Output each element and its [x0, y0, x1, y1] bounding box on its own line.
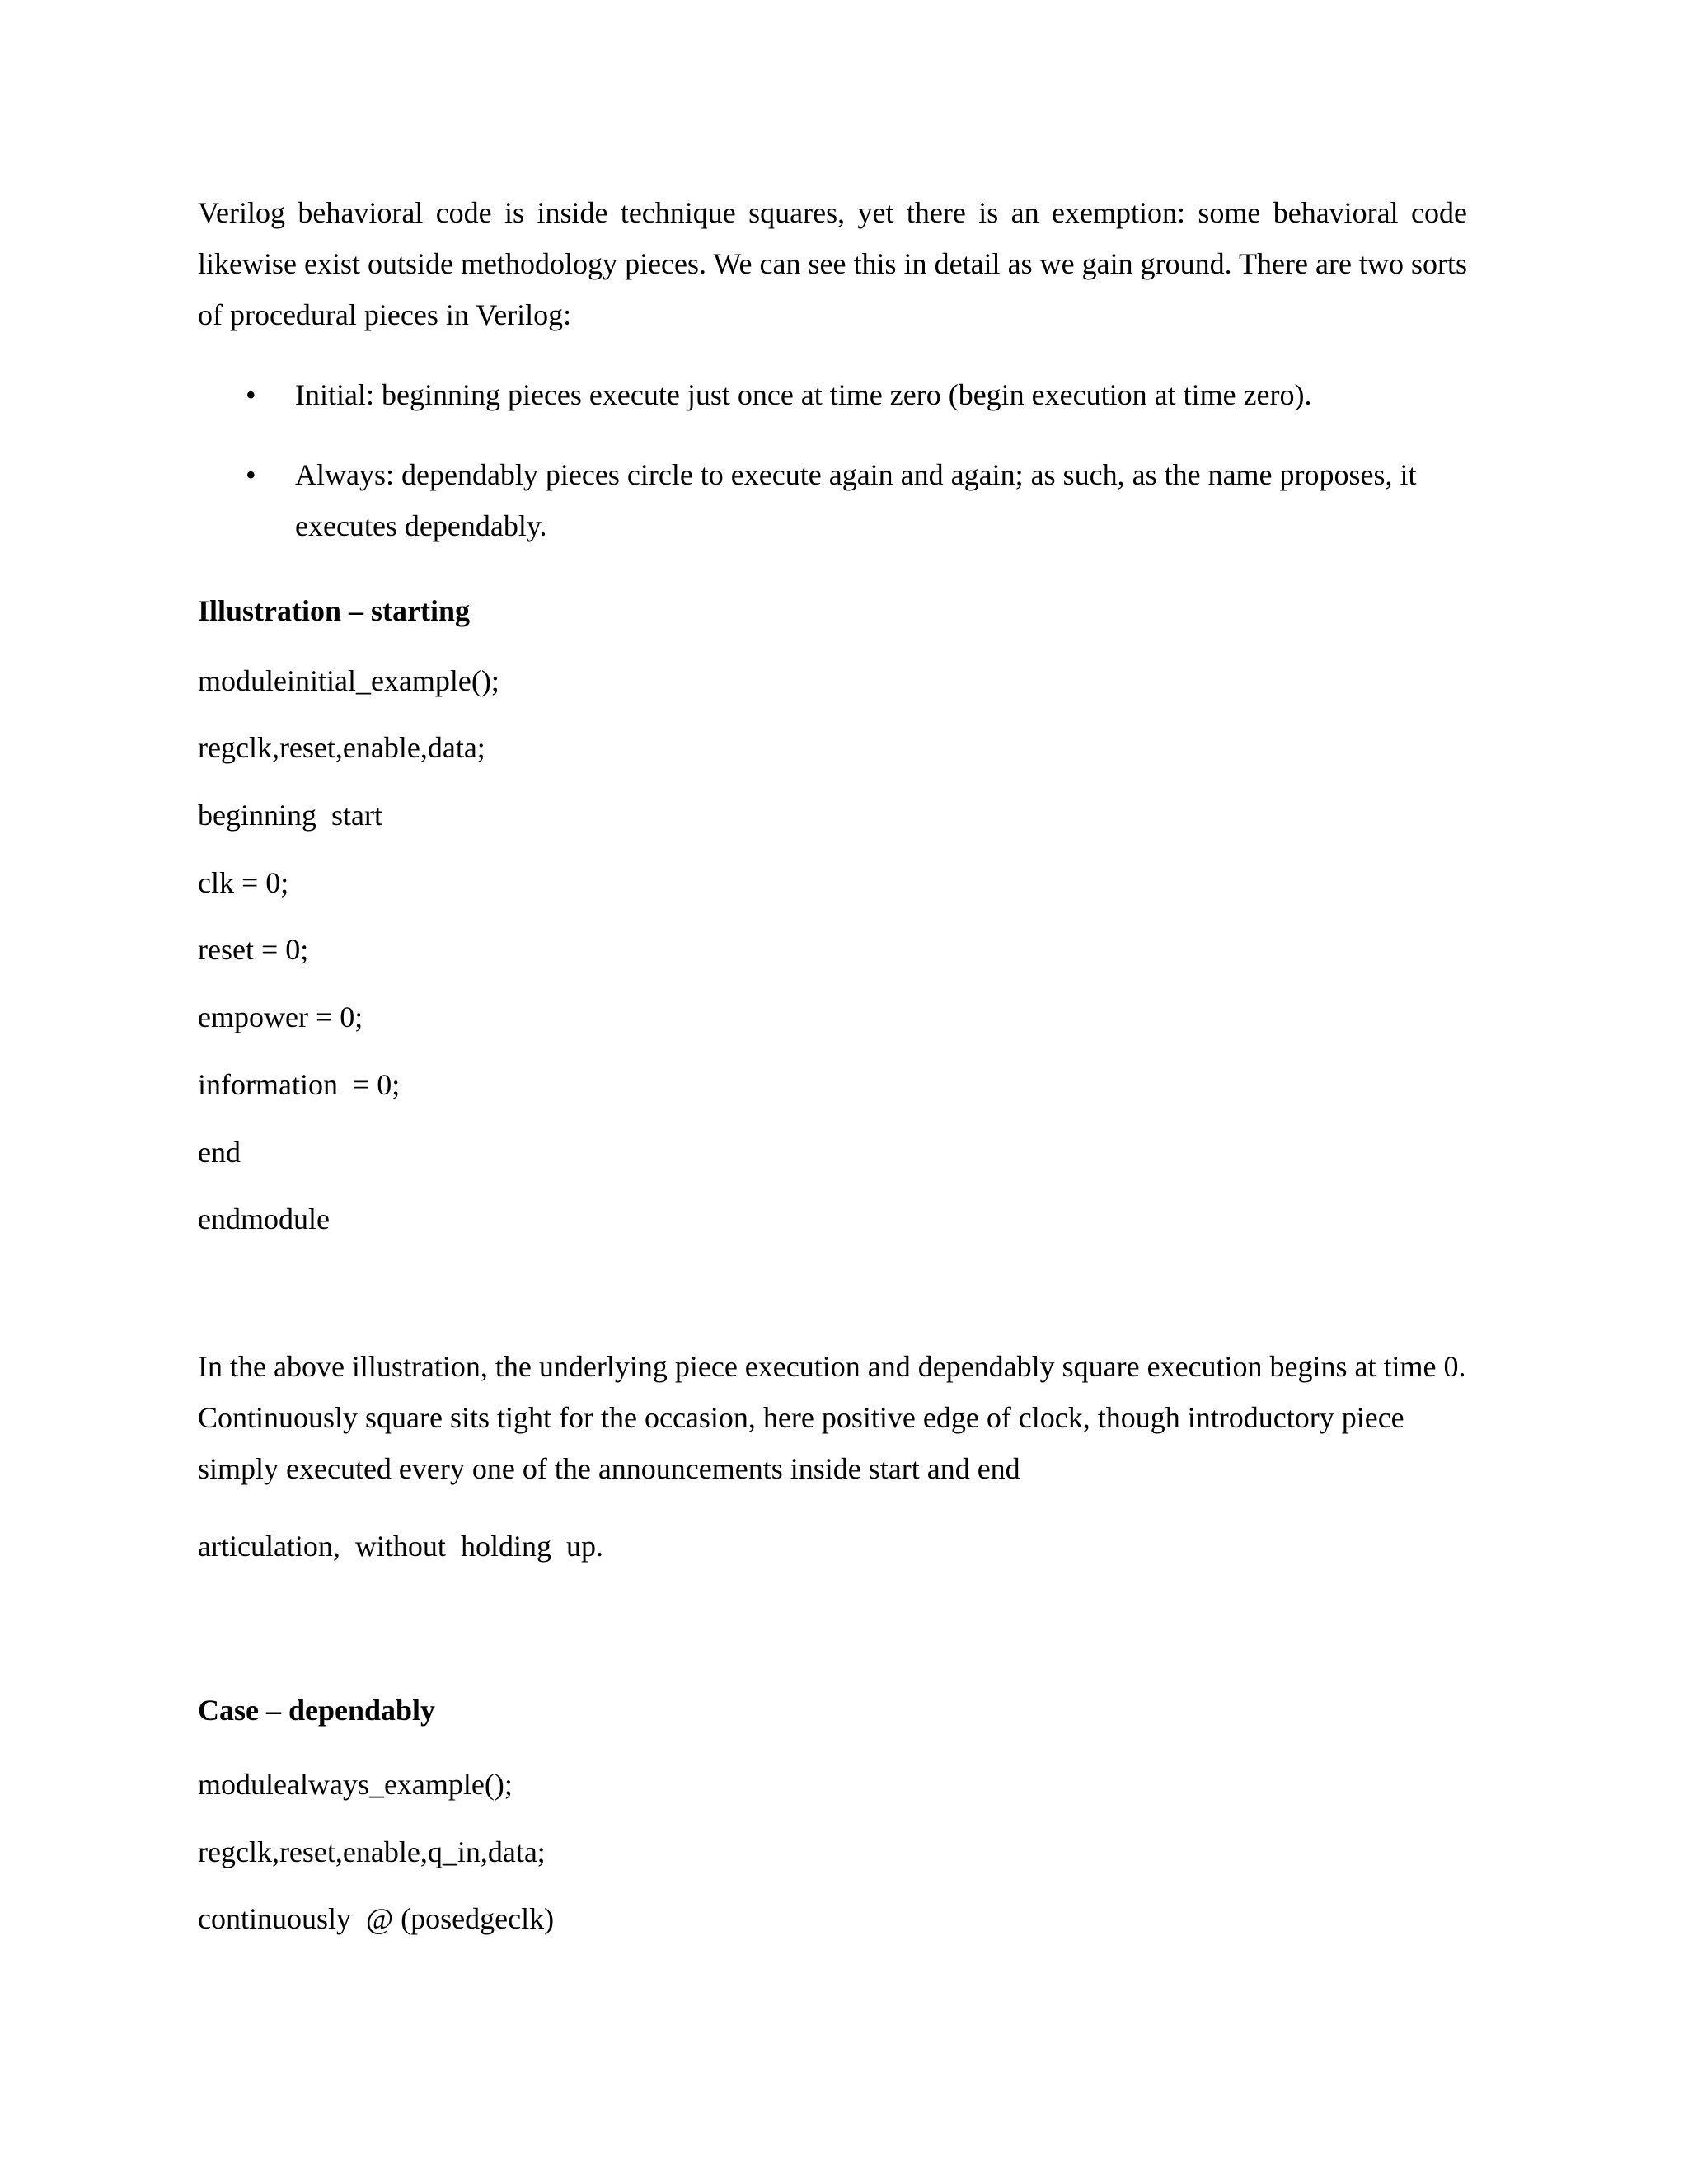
- intro-paragraph: Verilog behavioral code is inside technique squares, yet there is an exemption: some behavioral code likewise exist outside methodology pieces. We can see this in detail as we gain ground. There are two sorts of procedural pieces in Verilog:: [198, 196, 1467, 331]
- code-line: end: [198, 1136, 241, 1169]
- code-line: regclk,reset,enable,q_in,data;: [198, 1835, 546, 1868]
- bullet-item-always: [198, 449, 1467, 551]
- bullet-item-initial: [198, 369, 1467, 420]
- code-line: reset = 0;: [198, 933, 309, 966]
- bullet-mark: •: [246, 458, 256, 491]
- explanation-paragraph: In the above illustration, the underlying piece execution and dependably square execution begins at time 0. Continuously square sits tight for the occasion, here positive edge of clock, though introductory piece simply executed every one of the announcements inside start and end: [198, 1350, 1466, 1485]
- bullet-text: Always: dependably pieces circle to execute again and again; as such, as the name proposes, it executes dependably.: [295, 458, 1417, 542]
- code-line: empower = 0;: [198, 1001, 363, 1033]
- code-line: clk = 0;: [198, 866, 289, 899]
- code-line: information = 0;: [198, 1068, 401, 1101]
- section-heading-starting: Illustration – starting: [198, 594, 471, 627]
- code-line: continuously @ (posedgeclk): [198, 1902, 555, 1935]
- code-line: endmodule: [198, 1202, 330, 1235]
- explanation-continuation: articulation, without holding up.: [198, 1530, 603, 1563]
- bullet-mark: •: [246, 378, 256, 411]
- code-line: beginning start: [198, 799, 382, 832]
- code-line: modulealways_example();: [198, 1768, 513, 1801]
- code-line: moduleinitial_example();: [198, 664, 499, 697]
- section-heading-dependably: Case – dependably: [198, 1694, 436, 1727]
- bullet-text: Initial: beginning pieces execute just once at time zero (begin execution at time zero).: [295, 378, 1312, 411]
- code-line: regclk,reset,enable,data;: [198, 731, 485, 764]
